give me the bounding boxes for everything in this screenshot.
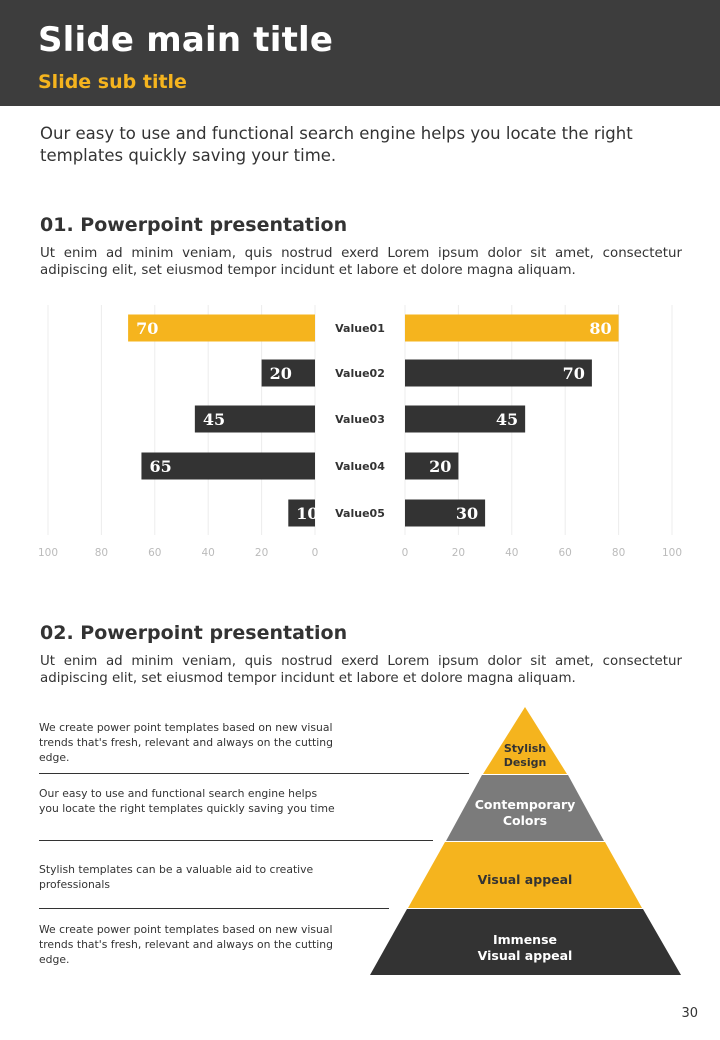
x-tick-label-right: 80 [611,547,626,559]
x-tick-label-left: 80 [94,547,109,559]
x-tick-label-left: 100 [37,547,59,559]
list-item: Our easy to use and functional search engine helps you locate the right templates quickly saving you time [39,787,335,815]
list-item: Stylish templates can be a valuable aid to creative professionals [39,863,314,891]
intro-text: Our easy to use and functional search engine helps you locate the right templates quickly saving your time. [40,124,633,165]
category-label: Value03 [335,413,385,426]
section2-title: 02. Powerpoint presentation [40,622,348,644]
list-item: We create power point templates based on new visual trends that's fresh, relevant and always on the cutting edge. [39,721,333,764]
pyramid-label-4: Immense Visual appeal [477,932,573,963]
data-label-left: 65 [149,457,172,476]
section1-title: 01. Powerpoint presentation [40,214,348,236]
x-tick-label-left: 20 [254,547,269,559]
x-tick-label-right: 100 [661,547,683,559]
data-label-right: 70 [562,364,585,383]
category-label: Value01 [335,322,385,335]
pyramid-label-3: Visual appeal [477,872,573,887]
list-item: We create power point templates based on new visual trends that's fresh, relevant and always on the cutting edge. [39,923,333,966]
data-label-right: 30 [455,504,479,523]
x-tick-label-right: 20 [451,547,466,559]
slide-sub-title: Slide sub title [38,71,187,93]
x-tick-label-left: 40 [201,547,215,559]
data-label-left: 70 [136,319,159,338]
x-tick-label-left: 60 [148,547,162,559]
category-label: Value02 [335,367,385,380]
page-number: 30 [681,1006,698,1021]
x-tick-label-right: 0 [401,547,409,559]
x-tick-label-left: 0 [311,547,319,559]
data-label-left: 45 [202,410,226,429]
data-label-left: 10 [296,504,319,523]
slide-main-title: Slide main title [38,20,334,60]
section2-text: Ut enim ad minim veniam, quis nostrud exerd Lorem ipsum dolor sit amet, consectetur adipiscing elit, set eiusmod tempor incidunt et labore et dolore magna aliquam. [40,654,682,686]
category-label: Value04 [335,460,385,473]
data-label-right: 20 [429,457,452,476]
section1-text: Ut enim ad minim veniam, quis nostrud exerd Lorem ipsum dolor sit amet, consectetur adipiscing elit, set eiusmod tempor incidunt et labore et dolore magna aliquam. [40,246,682,278]
data-label-right: 80 [589,319,612,338]
data-label-left: 20 [269,364,292,383]
pyramid-label-2: Contemporary Colors [474,797,576,828]
category-label: Value05 [335,507,385,520]
data-label-right: 45 [495,410,519,429]
pyramid-label-1: Stylish Design [503,742,547,769]
x-tick-label-right: 60 [558,547,572,559]
x-tick-label-right: 40 [505,547,519,559]
